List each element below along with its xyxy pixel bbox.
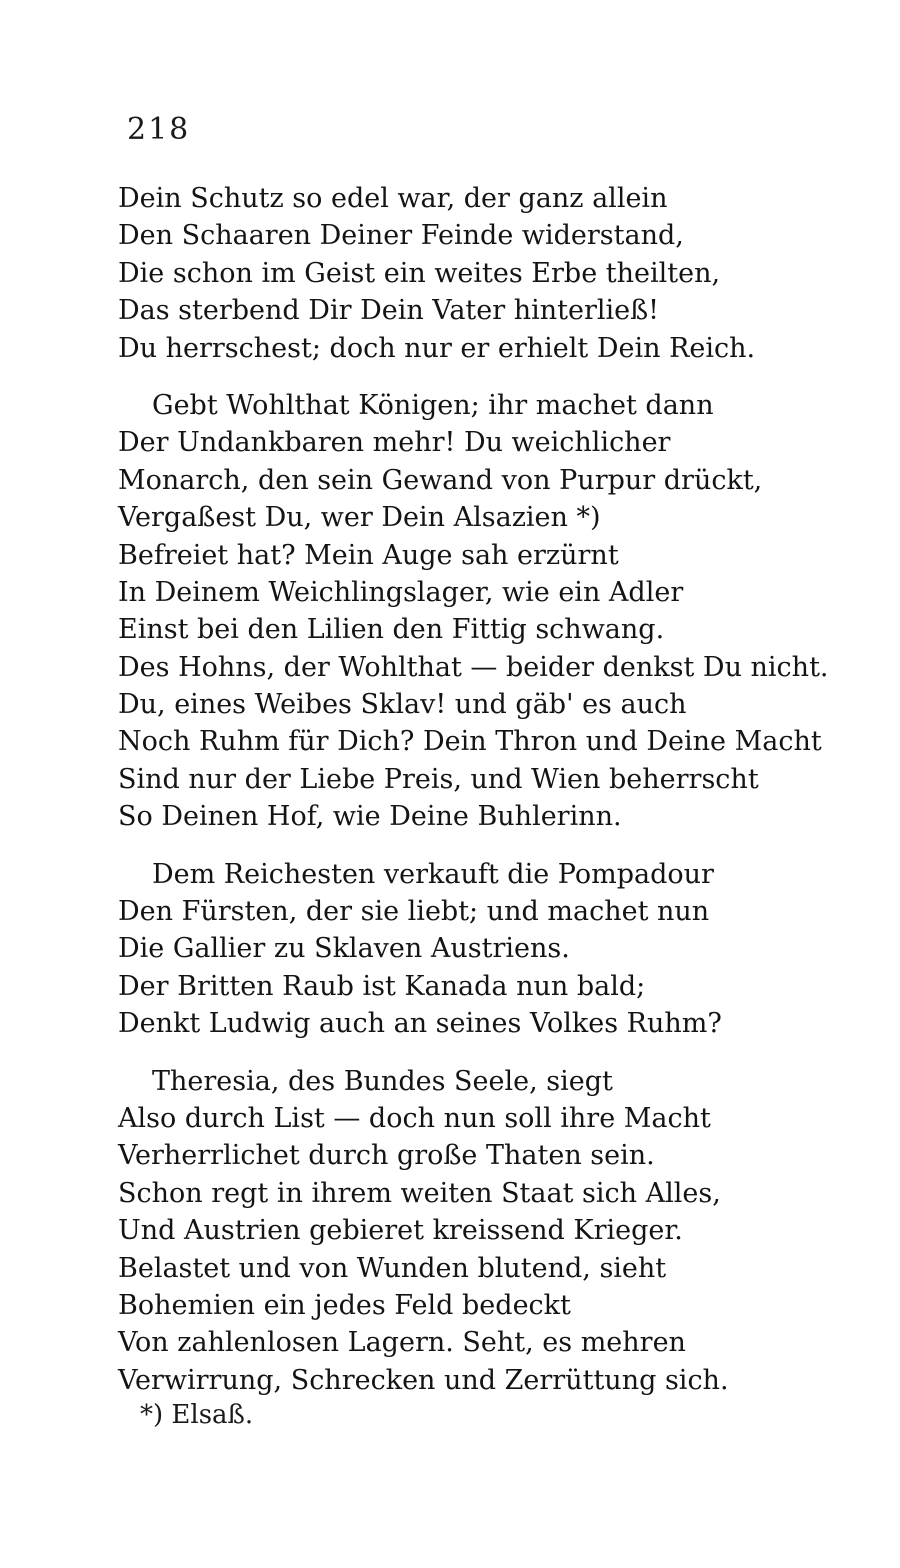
verse-line: In Deinem Weichlingslager, wie ein Adler [118,576,684,608]
page-number: 218 [127,112,191,147]
verse-line: Und Austrien gebieret kreissend Krieger. [118,1215,683,1247]
verse-line: Noch Ruhm für Dich? Dein Thron und Deine Macht [118,726,822,758]
stanza-2 [118,387,838,836]
verse-line: Theresia, des Bundes Seele, siegt [152,1065,613,1097]
verse-line: Befreiet hat? Mein Auge sah erzürnt [118,539,619,571]
verse-line: Monarch, den sein Gewand von Purpur drückt, [118,464,763,496]
verse-line: Schon regt in ihrem weiten Staat sich Alles, [118,1177,721,1209]
verse-line: Sind nur der Liebe Preis, und Wien beherrscht [118,763,759,795]
poem-text [118,180,838,1419]
footnote: *) Elsaß. [140,1400,254,1430]
verse-line: Gebt Wohlthat Königen; ihr machet dann [152,389,714,421]
verse-line: So Deinen Hof, wie Deine Buhlerinn. [118,801,622,833]
verse-line: Von zahlenlosen Lagern. Seht, es mehren [118,1327,686,1359]
verse-line: Die Gallier zu Sklaven Austriens. [118,933,570,965]
stanza-4 [118,1063,838,1400]
verse-line: Den Schaaren Deiner Feinde widerstand, [118,220,684,252]
verse-line: Dein Schutz so edel war, der ganz allein [118,183,668,214]
verse-line: Also durch List — doch nun soll ihre Macht [118,1102,711,1134]
verse-line: Du, eines Weibes Sklav! und gäb' es auch [118,689,687,721]
verse-line: Bohemien ein jedes Feld bedeckt [118,1289,571,1321]
verse-line: Du herrschest; doch nur er erhielt Dein Reich. [118,332,756,364]
verse-line: Denkt Ludwig auch an seines Volkes Ruhm? [118,1008,722,1040]
verse-line: Des Hohns, der Wohlthat — beider denkst Du nicht. [118,651,829,683]
verse-line: Belastet und von Wunden blutend, sieht [118,1252,667,1284]
stanza-1 [118,180,838,367]
verse-line: Die schon im Geist ein weites Erbe theilten, [118,257,721,289]
verse-line: Der Britten Raub ist Kanada nun bald; [118,970,646,1002]
verse-line: Der Undankbaren mehr! Du weichlicher [118,427,671,459]
verse-line: Verherrlichet durch große Thaten sein. [118,1140,655,1172]
verse-line: Dem Reichesten verkauft die Pompadour [152,858,714,890]
verse-line: Einst bei den Lilien den Fittig schwang. [118,614,665,646]
verse-line: Vergaßest Du, wer Dein Alsazien *) [118,502,601,534]
verse-line: Das sterbend Dir Dein Vater hinterließ! [118,295,660,327]
stanza-3 [118,856,838,1043]
verse-line: Verwirrung, Schrecken und Zerrüttung sich. [118,1364,729,1396]
verse-line: Den Fürsten, der sie liebt; und machet nun [118,896,710,928]
